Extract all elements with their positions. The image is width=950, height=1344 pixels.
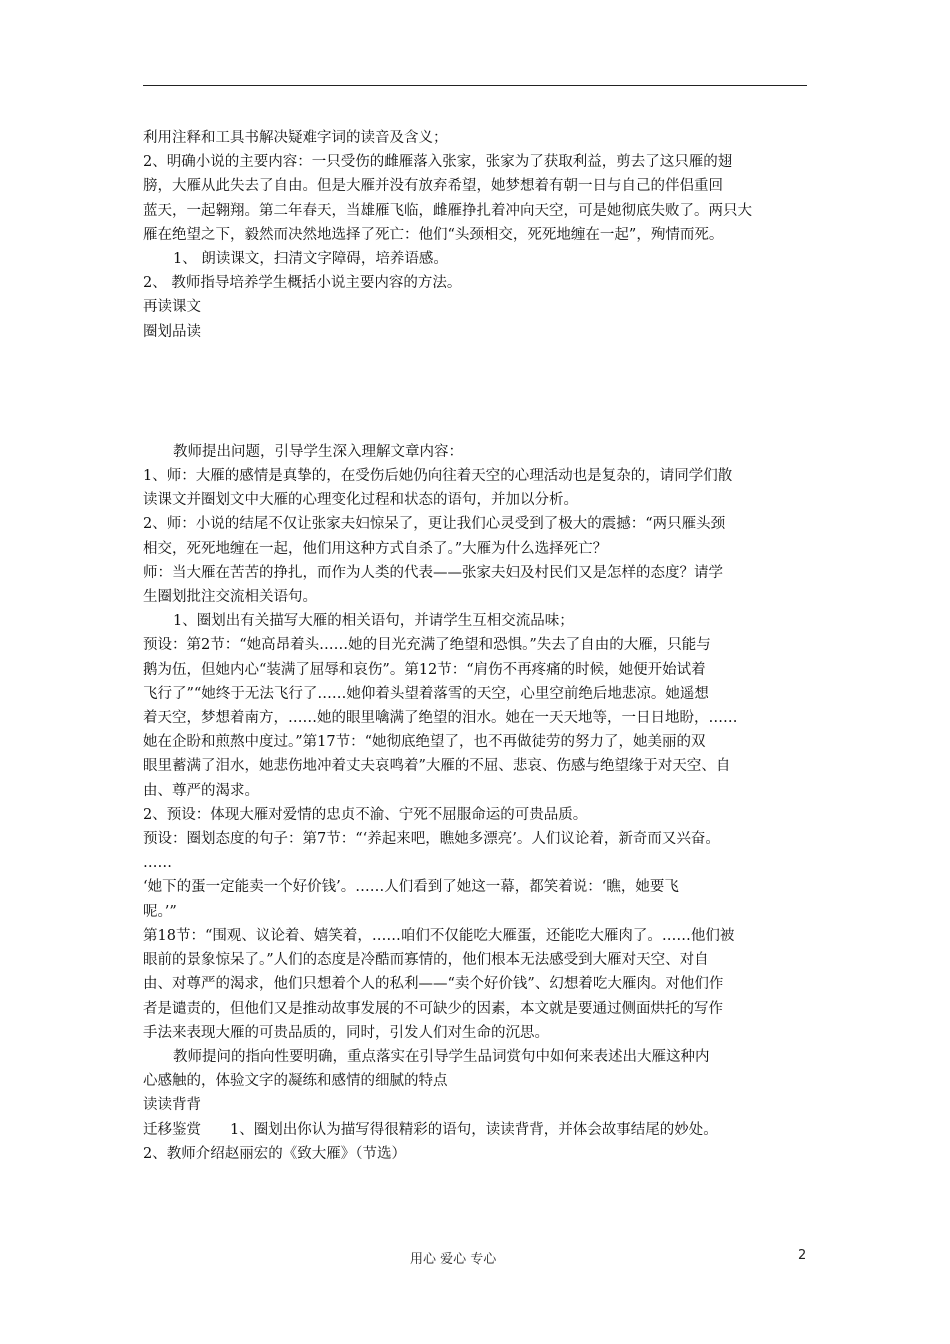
text-line: 相交，死死地缠在一起，他们用这种方式自杀了。”大雁为什么选择死亡？ [143, 540, 608, 557]
section-label: 读读背背 [143, 1097, 201, 1114]
text-line: 1、师：大雁的感情是真挚的，在受伤后她仍向往着天空的心理活动也是复杂的，请同学们散 [143, 468, 733, 485]
text-line: 利用注释和工具书解决疑难字词的读音及含义； [143, 130, 448, 146]
text-line: 雁在绝望之下，毅然而决然地选择了死亡：他们“头颈相交，死死地缠在一起”，殉情而死。 [143, 226, 724, 243]
text-line: 心感触的，体验文字的凝练和感情的细腻的特点 [143, 1073, 448, 1090]
text-line: 她在企盼和煎熬中度过。”第17节：“她彻底绝望了，也不再做徒劳的努力了，她美丽的双 [143, 734, 706, 751]
text-line: 预设：第2节：“她高昂着头……她的目光充满了绝望和恐惧。”失去了自由的大雁，只能与 [143, 637, 711, 654]
text-line: 读课文并圈划文中大雁的心理变化过程和状态的语句，并加以分析。 [143, 492, 578, 509]
blank-space [143, 344, 807, 440]
page-number: 2 [798, 1248, 807, 1263]
section-label: 圈划品读 [143, 323, 201, 340]
text-line: ‘她下的蛋一定能卖一个好价钱’。……人们看到了她这一幕，都笑着说：‘瞧，她要飞 [143, 879, 679, 896]
text-line: 2、 教师指导培养学生概括小说主要内容的方法。 [143, 275, 462, 292]
text-line: 眼里蓄满了泪水，她悲伤地冲着丈夫哀鸣着”大雁的不屈、悲哀、伤感与绝望缘于对天空、自 [143, 758, 731, 775]
text-line: 2、师：小说的结尾不仅让张家夫妇惊呆了，更让我们心灵受到了极大的震撼：“两只雁头颈 [143, 516, 726, 533]
text-line: 眼前的景象惊呆了。”人们的态度是冷酷而寡情的，他们根本无法感受到大雁对天空、对自 [143, 952, 709, 969]
text-line: 教师提问的指向性要明确，重点落实在引导学生品词赏句中如何来表述出大雁这种内 [173, 1048, 710, 1065]
text-line: 1、圈划出有关描写大雁的相关语句，并请学生互相交流品味； [173, 613, 574, 630]
text-line: 飞行了”“她终于无法飞行了……她仰着头望着落雪的天空，心里空前绝后地悲凉。她遥想 [143, 685, 709, 702]
header-rule [143, 85, 807, 86]
section-label: 再读课文 [143, 299, 201, 316]
text-line: 预设：圈划态度的句子：第7节：“‘养起来吧，瞧她多漂亮’。人们议论着，新奇而又兴奋。 [143, 831, 720, 848]
document-body [143, 126, 807, 1166]
text-line: 呢。’” [143, 903, 177, 920]
text-line: …… [143, 855, 172, 872]
text-line: 由、对尊严的渴求，他们只想着个人的私利——“卖个好价钱”、幻想着吃大雁肉。对他们作 [143, 976, 724, 993]
text-line: 1、 朗读课文，扫清文字障碍，培养语感。 [173, 251, 448, 268]
text-line: 鹅为伍，但她内心“装满了屈辱和哀伤”。第12节：“肩伤不再疼痛的时候，她便开始试着 [143, 661, 706, 678]
text-line: 师：当大雁在苦苦的挣扎，而作为人类的代表——张家夫妇及村民们又是怎样的态度？请学 [143, 564, 723, 581]
text-line: 手法来表现大雁的可贵品质的，同时，引发人们对生命的沉思。 [143, 1024, 549, 1041]
text-line: 者是谴责的，但他们又是推动故事发展的不可缺少的因素，本文就是要通过侧面烘托的写作 [143, 1000, 723, 1017]
text-line: 2、预设：体现大雁对爱情的忠贞不渝、宁死不屈服命运的可贵品质。 [143, 806, 588, 823]
text-line: 着天空，梦想着南方，……她的眼里噙满了绝望的泪水。她在一天天地等，一日日地盼，…… [143, 710, 738, 727]
text-line: 由、尊严的渴求。 [143, 782, 259, 799]
text-line: 迁移鉴赏 1、圈划出你认为描写得很精彩的语句，读读背背，并体会故事结尾的妙处。 [143, 1121, 718, 1138]
footer-motto: 用心 爱心 专心 [410, 1252, 497, 1267]
text-line: 膀，大雁从此失去了自由。但是大雁并没有放弃希望，她梦想着有朝一日与自己的伴侣重回 [143, 178, 723, 195]
text-line: 2、明确小说的主要内容：一只受伤的雌雁落入张家，张家为了获取利益，剪去了这只雁的翅 [143, 154, 733, 171]
text-line: 蓝天，一起翱翔。第二年春天，当雄雁飞临，雌雁挣扎着冲向天空，可是她彻底失败了。两只大 [143, 202, 752, 219]
text-line: 第18节：“围观、议论着、嬉笑着，……咱们不仅能吃大雁蛋，还能吃大雁肉了。……他们被 [143, 927, 735, 944]
text-line: 2、教师介绍赵丽宏的《致大雁》（节选） [143, 1145, 406, 1162]
text-line: 生圈划批注交流相关语句。 [143, 589, 317, 606]
text-line: 教师提出问题，引导学生深入理解文章内容： [173, 443, 463, 460]
